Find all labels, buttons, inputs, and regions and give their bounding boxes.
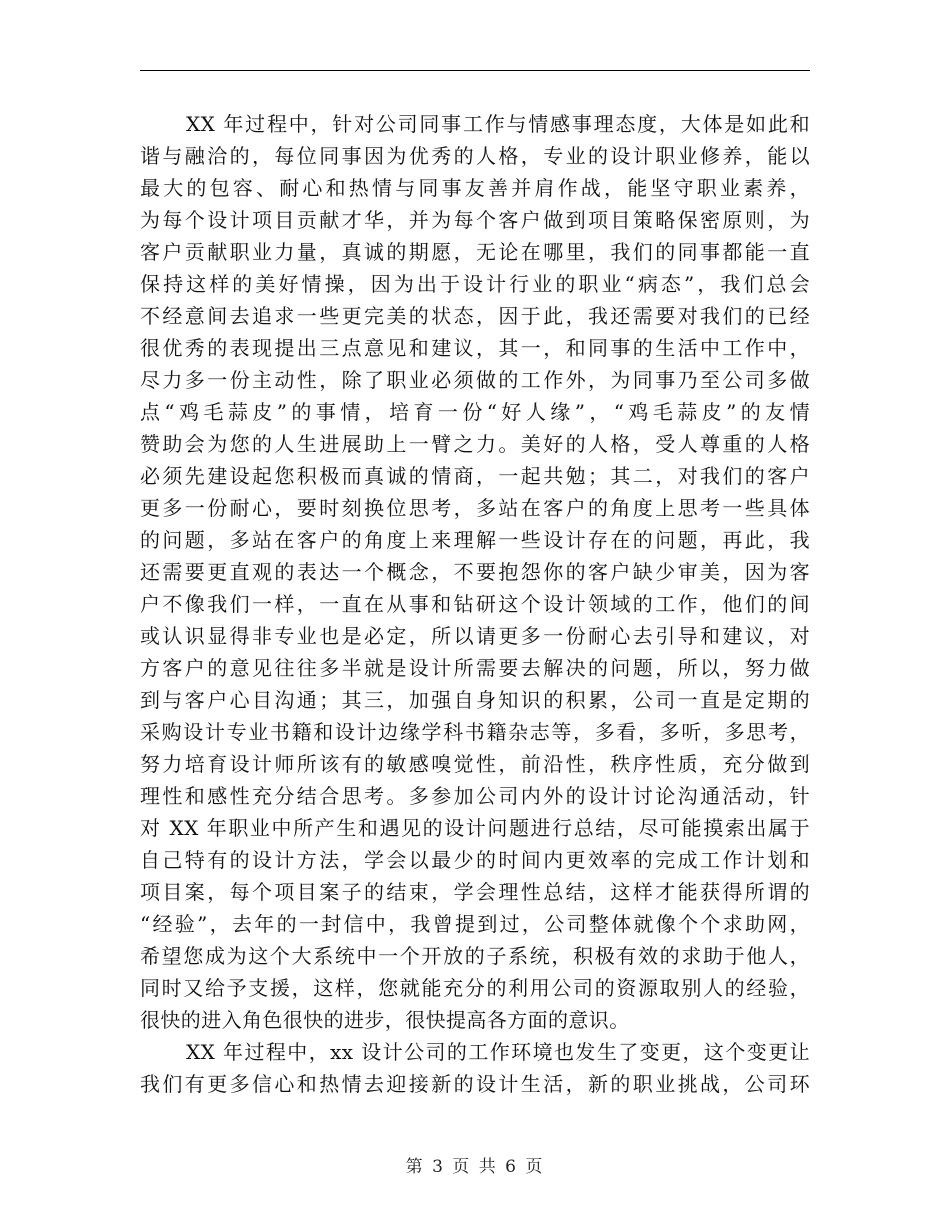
text-line: 或认识显得非专业也是必定，所以请更多一份耐心去引导和建议，对: [140, 624, 810, 648]
text-line: 最大的包容、耐心和热情与同事友善并肩作战，能坚守职业素养，: [140, 176, 810, 200]
text-line: 的问题，多站在客户的角度上来理解一些设计存在的问题，再此，我: [140, 528, 810, 552]
paragraph-1: [140, 108, 810, 1036]
text-line: 同时又给予支援，这样，您就能充分的利用公司的资源取别人的经验，: [140, 976, 810, 1000]
header-rule: [140, 70, 810, 71]
text-line: 很优秀的表现提出三点意见和建议，其一，和同事的生活中工作中，: [140, 336, 810, 360]
text-line: 为每个设计项目贡献才华，并为每个客户做到项目策略保密原则，为: [140, 208, 810, 232]
text-line: 很快的进入角色很快的进步，很快提高各方面的意识。: [140, 1008, 630, 1032]
text-line: 希望您成为这个大系统中一个开放的子系统，积极有效的求助于他人，: [140, 944, 810, 968]
text-line: 方客户的意见往往多半就是设计所需要去解决的问题，所以，努力做: [140, 656, 810, 680]
text-line: 采购设计专业书籍和设计边缘学科书籍杂志等，多看，多听，多思考，: [140, 720, 810, 744]
text-line: 不经意间去追求一些更完美的状态，因于此，我还需要对我们的已经: [140, 304, 810, 328]
paragraph-2: [140, 1036, 810, 1100]
text-line: 项目案，每个项目案子的结束，学会理性总结，这样才能获得所谓的: [140, 880, 810, 904]
body-text: [140, 108, 810, 1100]
page-number-footer: 第 3 页 共 6 页: [405, 1157, 545, 1177]
text-line: XX 年过程中，针对公司同事工作与情感事理态度，大体是如此和: [186, 112, 810, 136]
text-line: 户不像我们一样，一直在从事和钻研这个设计领域的工作，他们的间: [140, 592, 810, 616]
text-line: 必须先建设起您积极而真诚的情商，一起共勉；其二，对我们的客户: [140, 464, 810, 488]
text-line: 谐与融洽的，每位同事因为优秀的人格，专业的设计职业修养，能以: [140, 144, 810, 168]
text-line: 保持这样的美好情操，因为出于设计行业的职业“病态”，我们总会: [140, 272, 810, 296]
text-line: 尽力多一份主动性，除了职业必须做的工作外，为同事乃至公司多做: [140, 368, 810, 392]
text-line: 我们有更多信心和热情去迎接新的设计生活，新的职业挑战，公司环: [140, 1072, 810, 1096]
text-line: 理性和感性充分结合思考。多参加公司内外的设计讨论沟通活动，针: [140, 784, 810, 808]
text-line: “经验”，去年的一封信中，我曾提到过，公司整体就像个个求助网，: [140, 912, 810, 936]
text-line: 还需要更直观的表达一个概念，不要抱怨你的客户缺少审美，因为客: [140, 560, 810, 584]
text-line: 对 XX 年职业中所产生和遇见的设计问题进行总结，尽可能摸索出属于: [140, 816, 810, 840]
text-line: 自己特有的设计方法，学会以最少的时间内更效率的完成工作计划和: [140, 848, 810, 872]
text-line: XX 年过程中，xx 设计公司的工作环境也发生了变更，这个变更让: [186, 1040, 810, 1064]
text-line: 更多一份耐心，要时刻换位思考，多站在客户的角度上思考一些具体: [140, 496, 810, 520]
text-line: 客户贡献职业力量，真诚的期愿，无论在哪里，我们的同事都能一直: [140, 240, 810, 264]
text-line: 到与客户心目沟通；其三，加强自身知识的积累，公司一直是定期的: [140, 688, 810, 712]
text-line: 点“鸡毛蒜皮”的事情，培育一份“好人缘”，“鸡毛蒜皮”的友情: [140, 400, 810, 424]
text-line: 努力培育设计师所该有的敏感嗅觉性，前沿性，秩序性质，充分做到: [140, 752, 810, 776]
text-line: 赞助会为您的人生进展助上一臂之力。美好的人格，受人尊重的人格: [140, 432, 810, 456]
